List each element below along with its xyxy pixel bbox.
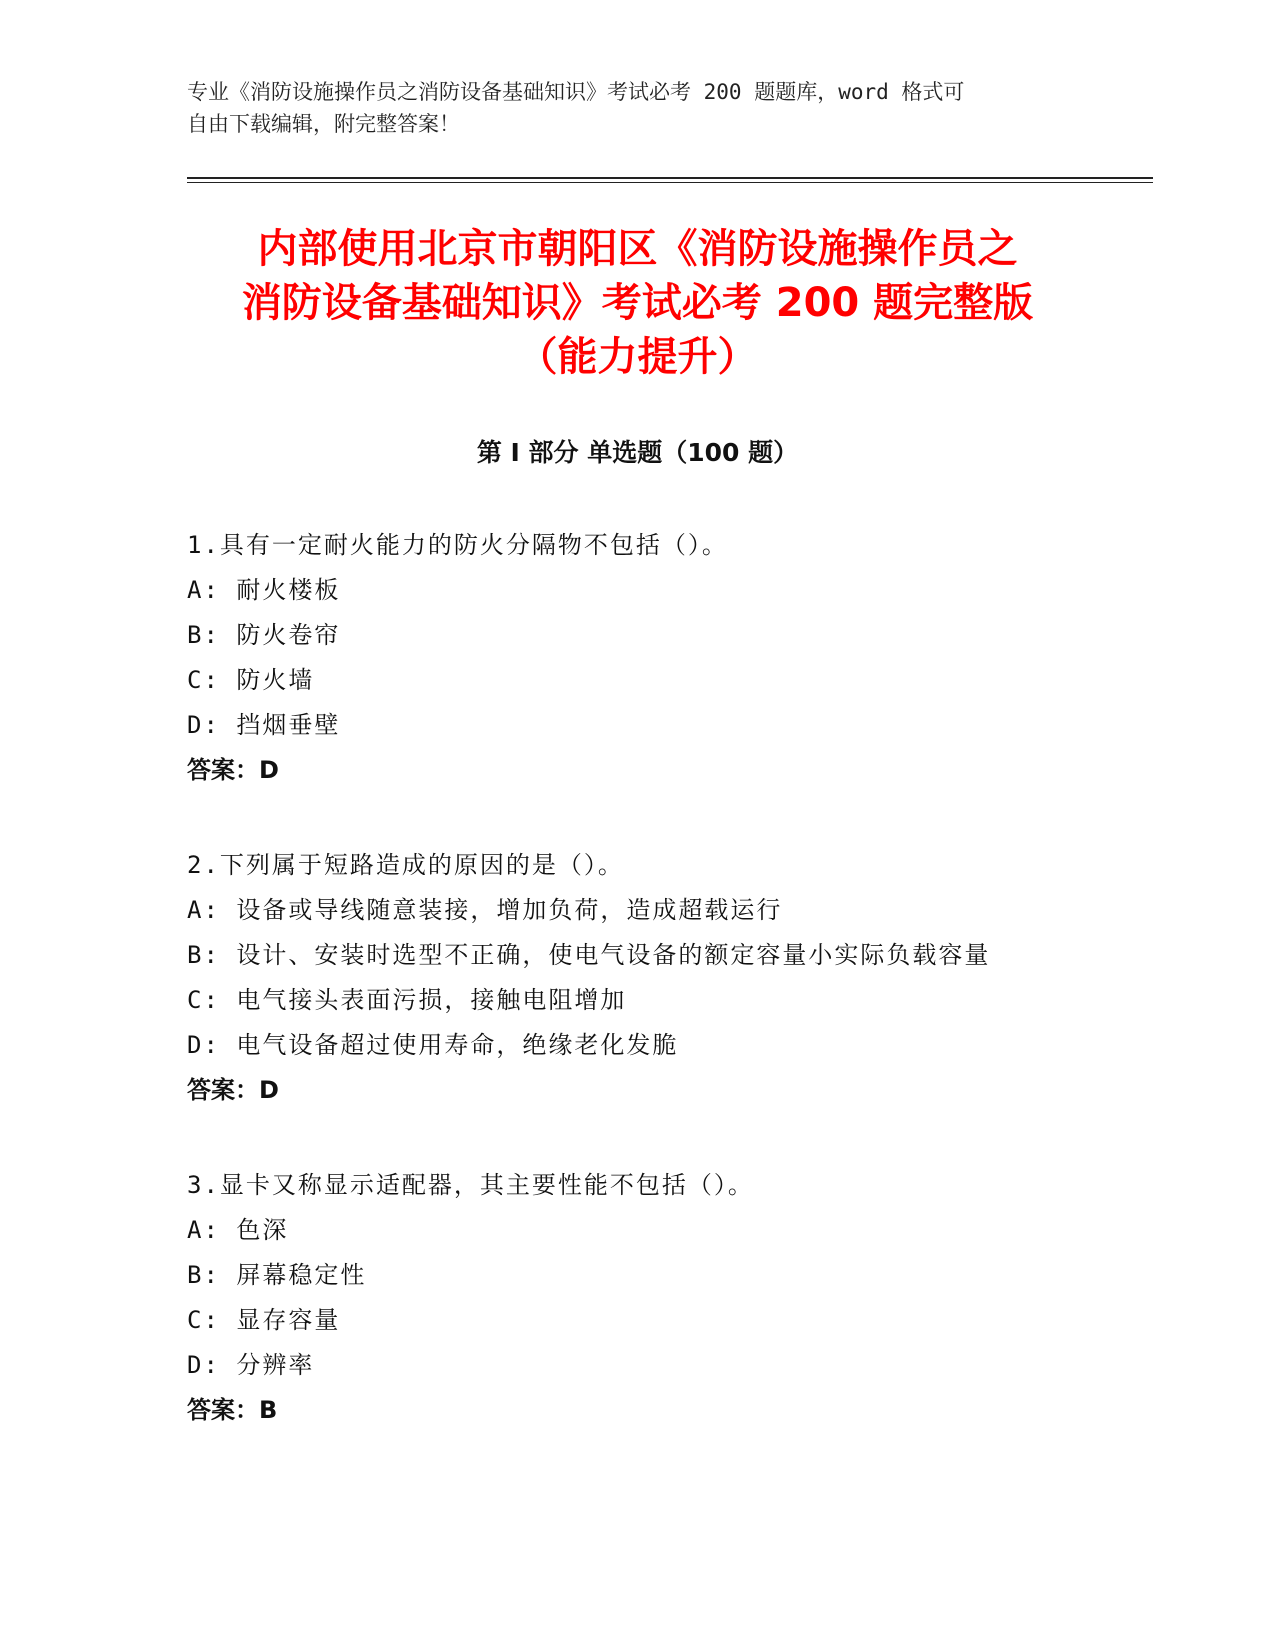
header-divider-thin — [187, 182, 1153, 183]
header-note-line-1: 专业《消防设施操作员之消防设备基础知识》考试必考 200 题题库，word 格式可 — [187, 80, 965, 104]
option-d: D: 挡烟垂壁 — [187, 711, 341, 739]
document-title-line-2: 消防设备基础知识》考试必考 200 题完整版 — [241, 280, 1034, 326]
option-c: C: 防火墙 — [187, 666, 315, 694]
question-list — [187, 523, 1147, 1433]
answer: 答案：D — [187, 1076, 279, 1104]
option-a: A: 耐火楼板 — [187, 576, 341, 604]
question-3 — [187, 1163, 1147, 1433]
section-title: 第 I 部分 单选题（100 题） — [476, 438, 799, 467]
answer: 答案：B — [187, 1396, 278, 1424]
question-stem: 2.下列属于短路造成的原因的是（）。 — [187, 851, 624, 879]
option-d: D: 分辨率 — [187, 1351, 315, 1379]
option-a: A: 设备或导线随意装接，增加负荷，造成超载运行 — [187, 896, 783, 924]
question-2 — [187, 843, 1147, 1113]
question-1 — [187, 523, 1147, 793]
document-title-line-1: 内部使用北京市朝阳区《消防设施操作员之 — [257, 226, 1018, 272]
option-a: A: 色深 — [187, 1216, 289, 1244]
option-d: D: 电气设备超过使用寿命，绝缘老化发脆 — [187, 1031, 679, 1059]
header-divider-thick — [187, 177, 1153, 179]
header-note — [187, 76, 1067, 140]
answer: 答案：D — [187, 756, 279, 784]
question-stem: 1.具有一定耐火能力的防火分隔物不包括（）。 — [187, 531, 728, 559]
header-note-line-2: 自由下载编辑，附完整答案！ — [187, 112, 460, 136]
document-title — [160, 222, 1115, 384]
option-b: B: 屏幕稳定性 — [187, 1261, 367, 1289]
option-b: B: 设计、安装时选型不正确，使电气设备的额定容量小实际负载容量 — [187, 941, 991, 969]
question-stem: 3.显卡又称显示适配器，其主要性能不包括（）。 — [187, 1171, 754, 1199]
option-c: C: 电气接头表面污损，接触电阻增加 — [187, 986, 627, 1014]
option-b: B: 防火卷帘 — [187, 621, 341, 649]
document-title-line-3: （能力提升） — [517, 334, 758, 380]
option-c: C: 显存容量 — [187, 1306, 341, 1334]
